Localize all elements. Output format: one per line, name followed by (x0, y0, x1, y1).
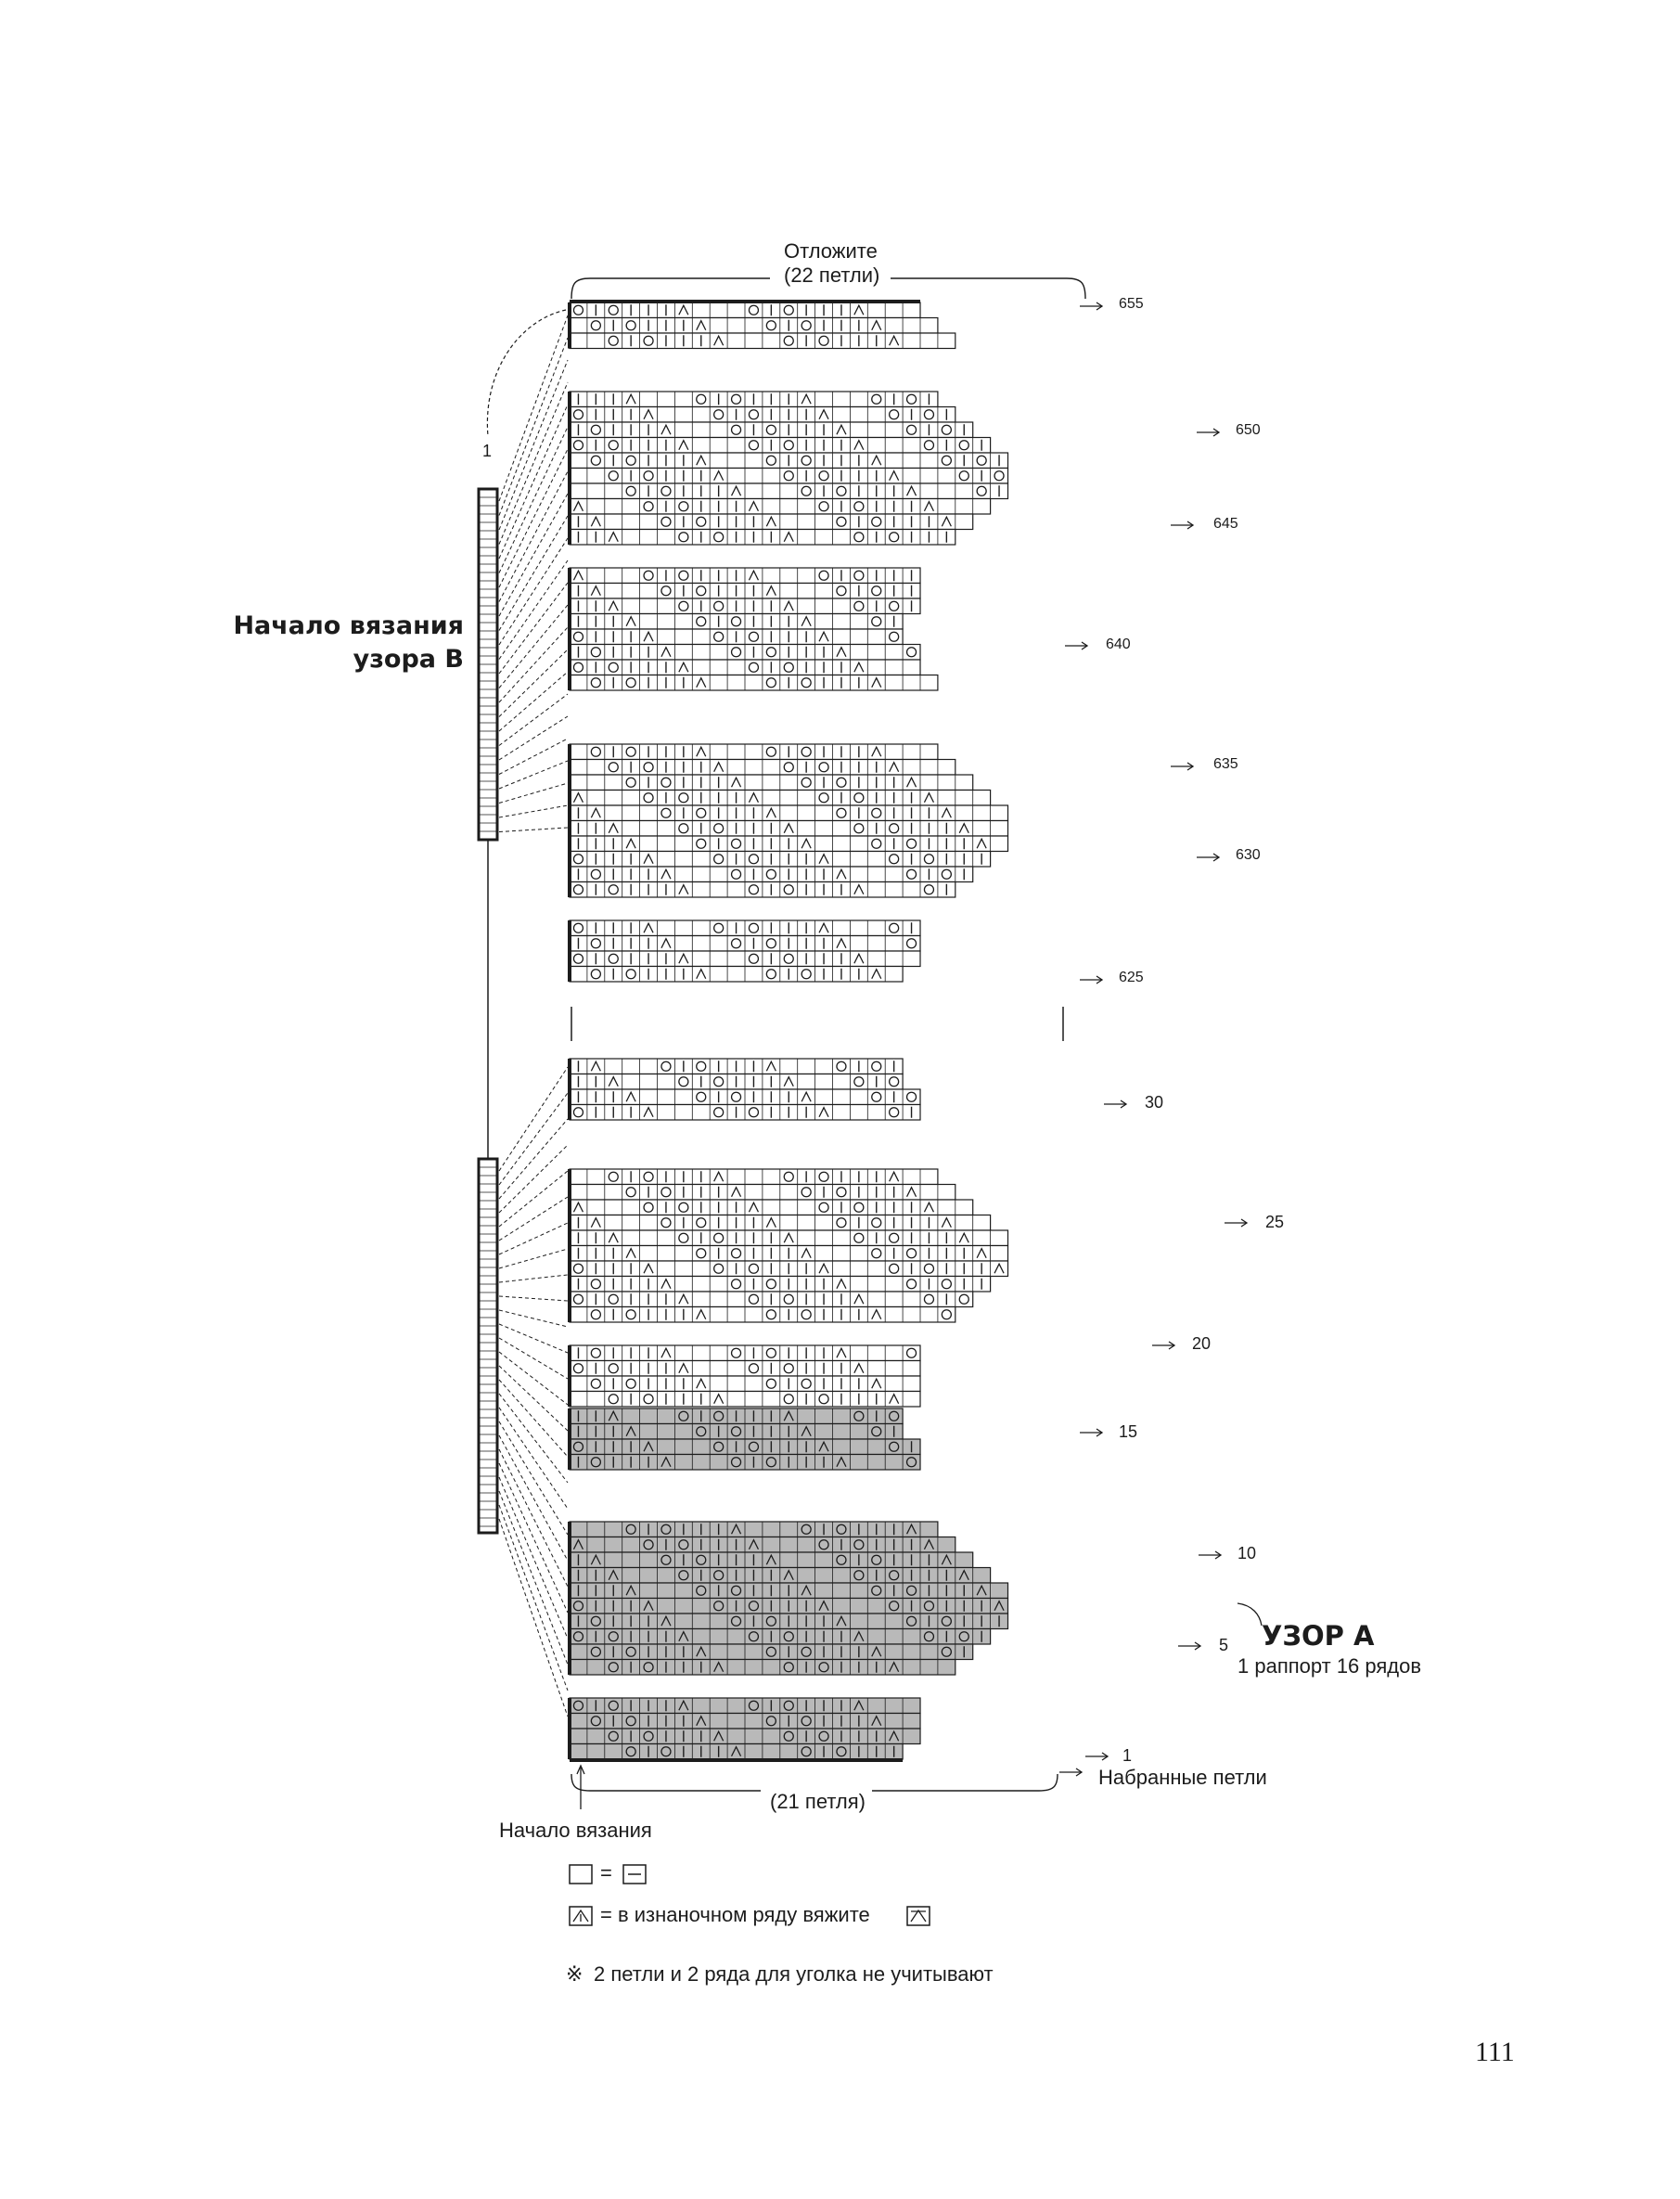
start-pattern-b-line2: узора В (353, 645, 464, 674)
row-marker-630: 630 (1236, 847, 1261, 863)
chart-block-b20 (570, 1345, 920, 1407)
set-aside-count-label: (22 петли) (784, 264, 880, 287)
row-marker-640: 640 (1106, 637, 1131, 652)
chart-block-b640 (570, 568, 938, 690)
cast-on-label: Набранные петли (1098, 1766, 1267, 1789)
chart-block-b10 (570, 1522, 1008, 1675)
chart-block-b635 (570, 744, 1008, 897)
pattern-a-repeat-label: 1 раппорт 16 рядов (1238, 1654, 1422, 1678)
row-marker-10: 10 (1238, 1544, 1257, 1562)
legend-eq-1: = (600, 1861, 612, 1884)
set-aside-label: Отложите (784, 239, 878, 263)
chart-block-b655 (570, 302, 955, 349)
legend-eq-2: = в изнаночном ряду вяжите (600, 1903, 870, 1926)
stitch-count-21-label: (21 петля) (770, 1790, 866, 1813)
start-pattern-b-line1: Начало вязания (233, 611, 464, 640)
start-pattern-b-title (223, 610, 464, 676)
chart-block-b15 (570, 1408, 920, 1470)
start-knitting-label: Начало вязания (499, 1819, 652, 1842)
row-marker-25: 25 (1265, 1213, 1285, 1231)
legend-note: 2 петли и 2 ряда для уголка не учитывают (594, 1962, 994, 1986)
chart-block-b25 (570, 1169, 1008, 1322)
row-marker-635: 635 (1213, 756, 1238, 772)
side-marker-1: 1 (482, 442, 493, 460)
chart-block-b625 (570, 920, 920, 982)
side-strip (479, 1159, 497, 1533)
row-marker-30: 30 (1145, 1093, 1164, 1112)
pattern-a-title: УЗОР А (1262, 1620, 1375, 1652)
row-marker-20: 20 (1192, 1334, 1212, 1353)
page-number: 111 (1475, 2037, 1515, 2067)
legend-note-symbol: ※ (566, 1962, 584, 1986)
row-marker-625: 625 (1119, 970, 1144, 985)
side-strip (479, 489, 497, 840)
chart-block-b30 (570, 1059, 920, 1120)
chart-block-b1 (570, 1698, 920, 1759)
row-marker-5: 5 (1219, 1636, 1229, 1654)
row-marker-15: 15 (1119, 1422, 1138, 1441)
row-marker-645: 645 (1213, 516, 1238, 532)
row-marker-1: 1 (1122, 1746, 1133, 1765)
row-marker-655: 655 (1119, 296, 1144, 312)
row-marker-650: 650 (1236, 422, 1261, 438)
chart-block-b650 (570, 392, 1008, 545)
